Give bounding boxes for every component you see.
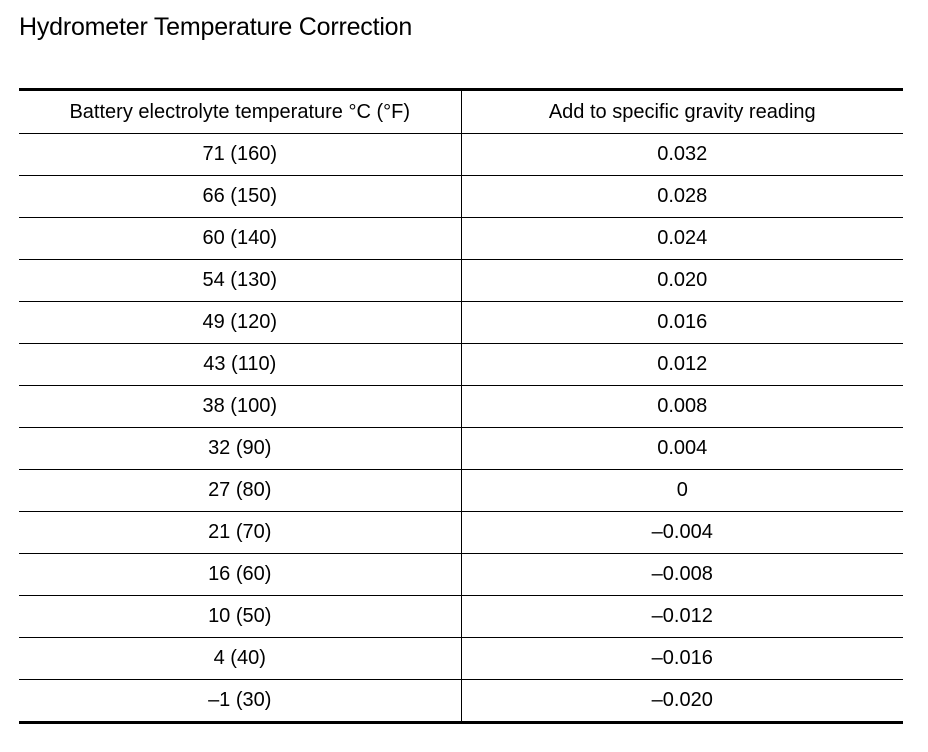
table-row (19, 680, 903, 723)
temperature-cell: 4 (40) (19, 638, 461, 680)
table-row (19, 176, 903, 218)
table-row (19, 470, 903, 512)
temperature-cell: 10 (50) (19, 596, 461, 638)
table-header-row (19, 90, 903, 134)
table-row (19, 260, 903, 302)
table-row (19, 512, 903, 554)
table-row (19, 638, 903, 680)
correction-cell: 0 (461, 470, 903, 512)
table-row (19, 302, 903, 344)
correction-cell: 0.028 (461, 176, 903, 218)
correction-cell: 0.008 (461, 386, 903, 428)
temperature-cell: 38 (100) (19, 386, 461, 428)
temperature-cell: 66 (150) (19, 176, 461, 218)
temperature-cell: 71 (160) (19, 134, 461, 176)
temperature-cell: 60 (140) (19, 218, 461, 260)
table-row (19, 428, 903, 470)
correction-table (19, 88, 903, 724)
correction-cell: 0.020 (461, 260, 903, 302)
temperature-cell: 54 (130) (19, 260, 461, 302)
table-row (19, 554, 903, 596)
temperature-cell: 16 (60) (19, 554, 461, 596)
temperature-cell: 21 (70) (19, 512, 461, 554)
table-row (19, 344, 903, 386)
temperature-cell: 49 (120) (19, 302, 461, 344)
correction-cell: –0.016 (461, 638, 903, 680)
correction-cell: –0.008 (461, 554, 903, 596)
column-header-temperature: Battery electrolyte temperature °C (°F) (19, 90, 461, 134)
correction-cell: 0.032 (461, 134, 903, 176)
correction-cell: –0.004 (461, 512, 903, 554)
table-row (19, 596, 903, 638)
temperature-cell: 32 (90) (19, 428, 461, 470)
correction-cell: 0.024 (461, 218, 903, 260)
correction-cell: 0.012 (461, 344, 903, 386)
table-row (19, 134, 903, 176)
correction-cell: –0.012 (461, 596, 903, 638)
table-row (19, 386, 903, 428)
correction-cell: 0.016 (461, 302, 903, 344)
correction-cell: –0.020 (651, 689, 713, 711)
temperature-cell: 27 (80) (19, 470, 461, 512)
column-header-correction: Add to specific gravity reading (461, 90, 903, 134)
table-row (19, 218, 903, 260)
temperature-cell: –1 (30) (19, 680, 461, 723)
correction-cell: 0.004 (461, 428, 903, 470)
temperature-cell: 43 (110) (19, 344, 461, 386)
page-title: Hydrometer Temperature Correction (19, 13, 413, 41)
